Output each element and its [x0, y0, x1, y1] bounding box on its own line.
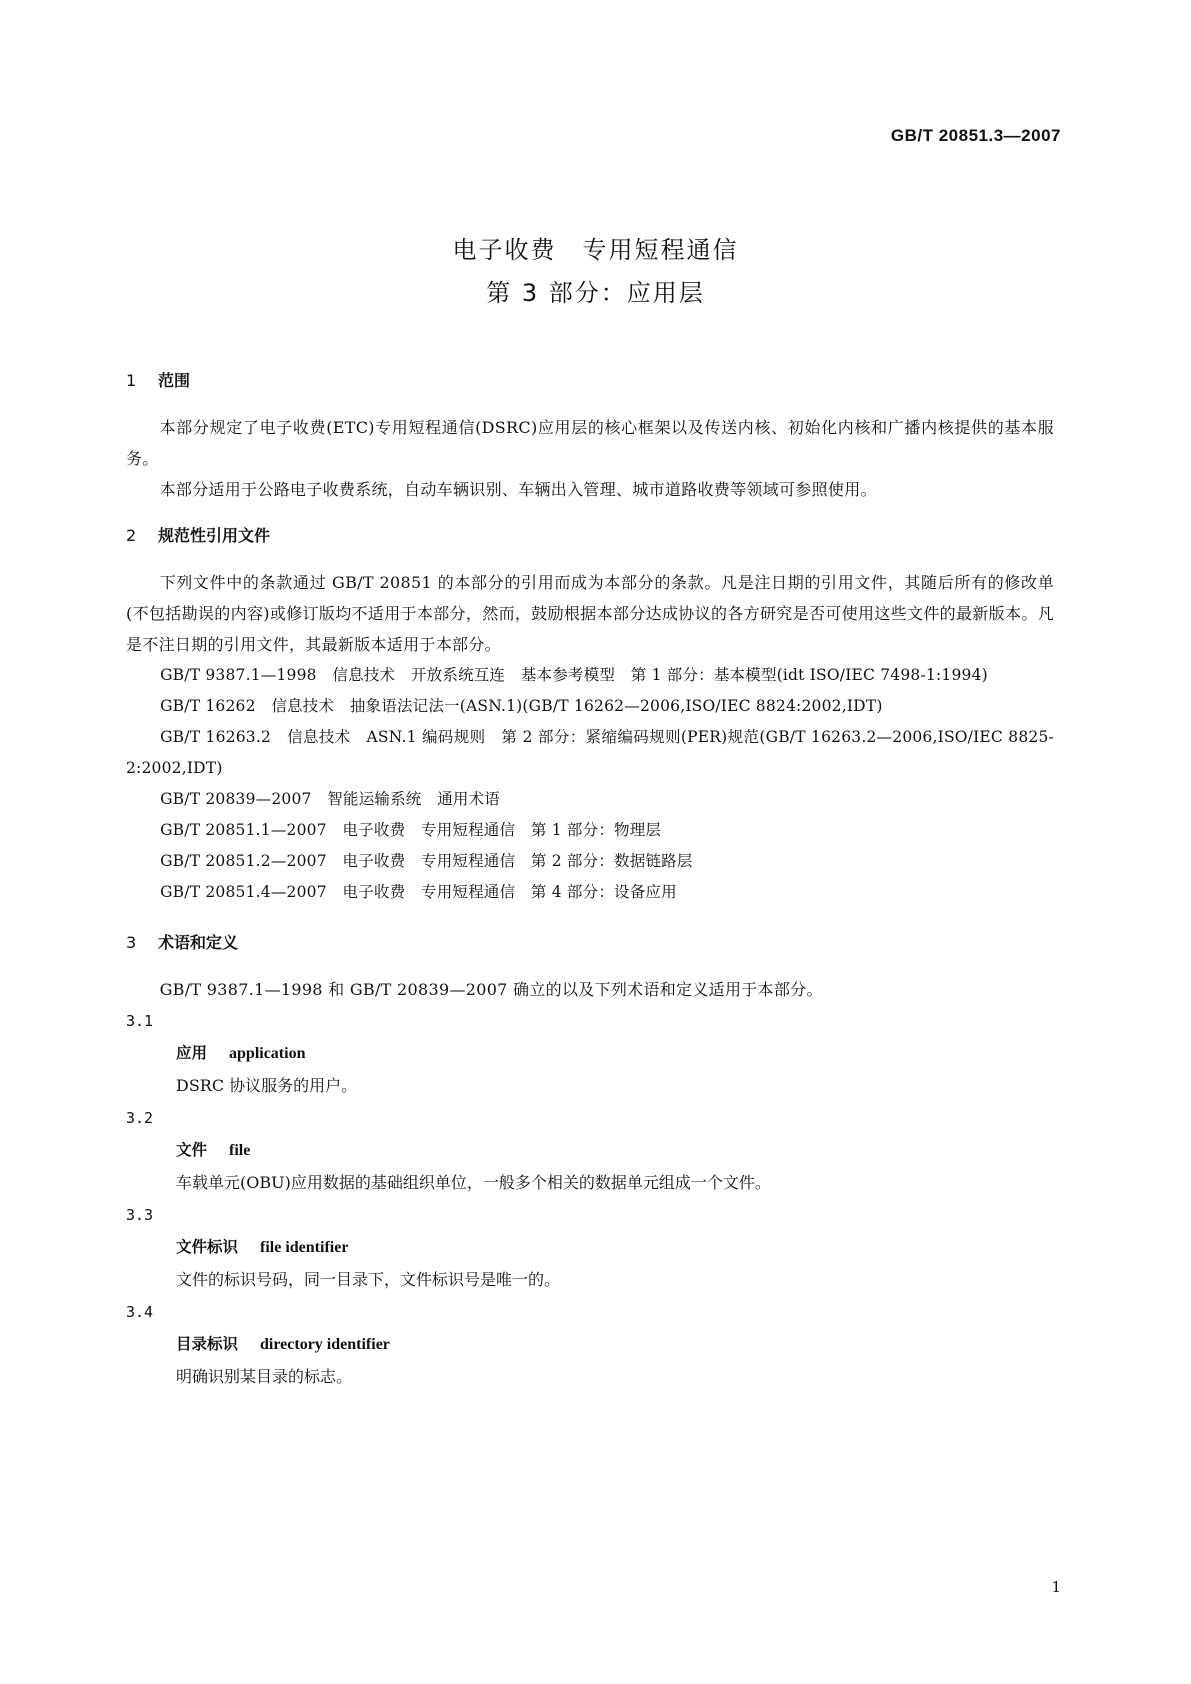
term-name [126, 1037, 1054, 1070]
term-definition: 文件的标识号码，同一目录下，文件标识号是唯一的。 [176, 1270, 561, 1289]
section-heading-normative-references [126, 523, 1054, 549]
section-number: 1 [126, 371, 137, 390]
section-title: 范围 [158, 371, 191, 390]
document-title: 电子收费 专用短程通信 [452, 236, 739, 264]
term-name [126, 1328, 1054, 1361]
paragraph: GB/T 9387.1—1998 和 GB/T 20839—2007 确立的以及下列术语和定义适用于本部分。 [159, 980, 823, 999]
term-en: directory identifier [260, 1336, 390, 1353]
paragraph: 下列文件中的条款通过 GB/T 20851 的本部分的引用而成为本部分的条款。凡是注日期的引用文件，其随后所有的修改单(不包括勘误的内容)或修订版均不适用于本部分，然而，鼓励根据本部分达成协议的各方研究是否可使用这些文件的最新版本。凡是不注日期的引用文件，其最新版本适用于本部分。 [126, 573, 1054, 654]
term-zh: 应用 [176, 1044, 208, 1062]
term-number: 3.4 [126, 1303, 154, 1321]
term-number: 3.2 [126, 1109, 154, 1127]
paragraph: 本部分适用于公路电子收费系统，自动车辆识别、车辆出入管理、城市道路收费等领域可参照使用。 [159, 480, 877, 499]
section-title: 术语和定义 [158, 933, 239, 952]
reference-item: GB/T 20851.1—2007 电子收费 专用短程通信 第 1 部分：物理层 [160, 821, 662, 839]
term-en: file identifier [260, 1239, 349, 1256]
term-number: 3.1 [126, 1012, 154, 1030]
term-name [126, 1231, 1054, 1264]
section-heading-scope [126, 368, 1054, 394]
section-title: 规范性引用文件 [158, 526, 271, 545]
reference-item: GB/T 20851.4—2007 电子收费 专用短程通信 第 4 部分：设备应用 [160, 883, 677, 901]
reference-item: GB/T 20839—2007 智能运输系统 通用术语 [160, 790, 501, 808]
document-subtitle: 第 3 部分：应用层 [486, 279, 705, 307]
term-en: application [229, 1045, 306, 1062]
document-body [126, 368, 1054, 1393]
term-number: 3.3 [126, 1206, 154, 1224]
term-zh: 文件标识 [176, 1238, 239, 1256]
term-definition: 车载单元(OBU)应用数据的基础组织单位，一般多个相关的数据单元组成一个文件。 [176, 1173, 771, 1192]
term-en: file [229, 1142, 251, 1159]
section-number: 2 [126, 526, 137, 545]
term-definition: DSRC 协议服务的用户。 [176, 1076, 358, 1095]
standard-code: GB/T 20851.3—2007 [890, 126, 1061, 145]
page-number: 1 [1051, 1578, 1061, 1596]
term-zh: 目录标识 [176, 1335, 239, 1353]
reference-item: GB/T 20851.2—2007 电子收费 专用短程通信 第 2 部分：数据链路层 [160, 852, 693, 870]
reference-item: GB/T 16262 信息技术 抽象语法记法一(ASN.1)(GB/T 16262—2006,ISO/IEC 8824:2002,IDT) [160, 697, 883, 715]
term-name [126, 1134, 1054, 1167]
section-heading-terms-definitions [126, 930, 1054, 956]
section-number: 3 [126, 933, 137, 952]
paragraph: 本部分规定了电子收费(ETC)专用短程通信(DSRC)应用层的核心框架以及传送内核、初始化内核和广播内核提供的基本服务。 [126, 418, 1054, 468]
term-zh: 文件 [176, 1141, 208, 1159]
reference-item: GB/T 16263.2 信息技术 ASN.1 编码规则 第 2 部分：紧缩编码规则(PER)规范(GB/T 16263.2—2006,ISO/IEC 8825-2:2002,IDT) [126, 728, 1054, 777]
term-definition: 明确识别某目录的标志。 [176, 1367, 353, 1386]
reference-item: GB/T 9387.1—1998 信息技术 开放系统互连 基本参考模型 第 1 部分：基本模型(idt ISO/IEC 7498-1:1994) [160, 666, 988, 684]
